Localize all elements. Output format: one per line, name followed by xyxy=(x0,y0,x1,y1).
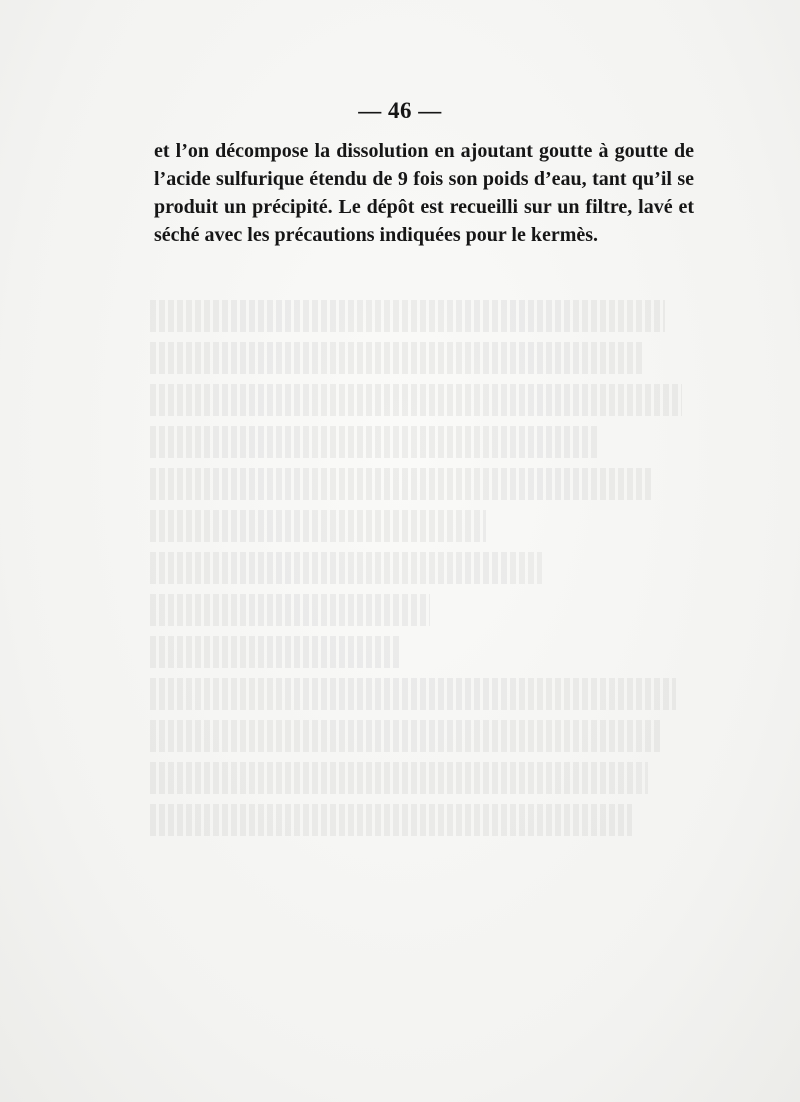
paragraph-line-3: produit un précipité. Le dépôt est recueilli sur un filtre, lavé et xyxy=(154,196,694,218)
paragraph-line-2: l’acide sulfurique étendu de 9 fois son poids d’eau, tant qu’il se xyxy=(154,168,694,190)
body-paragraph xyxy=(154,137,694,249)
page-number: — 46 — xyxy=(358,98,442,123)
bleed-through-shadow xyxy=(150,300,710,900)
paragraph-line-4: séché avec les précautions indiquées pour le kermès. xyxy=(154,224,599,246)
paragraph-line-1: et l’on décompose la dissolution en ajoutant goutte à goutte de xyxy=(154,140,694,162)
